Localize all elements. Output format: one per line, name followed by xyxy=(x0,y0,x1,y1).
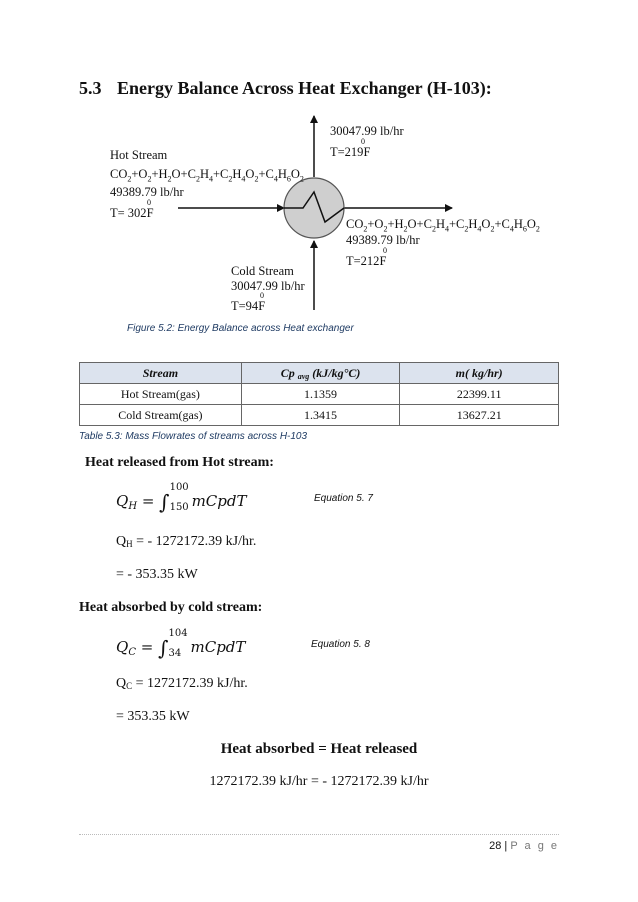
cell-mass: 22399.11 xyxy=(400,384,559,405)
conclusion-equality: 1272172.39 kJ/hr = - 1272172.39 kJ/hr xyxy=(209,774,429,789)
hot-equation-label: Equation 5. 7 xyxy=(314,493,373,504)
cell-stream: Cold Stream(gas) xyxy=(80,405,242,426)
mass-flowrate-table xyxy=(79,362,559,426)
hot-out-flow: 49389.79 lb/hr xyxy=(346,233,420,247)
cold-heading: Heat absorbed by cold stream: xyxy=(79,600,263,615)
hot-q-value: QH = - 1272172.39 kJ/hr. xyxy=(116,534,257,549)
cold-out-flow: 30047.99 lb/hr xyxy=(330,124,404,138)
hot-out-temp: T=212 0 F xyxy=(346,246,387,268)
conclusion-heading: Heat absorbed = Heat released xyxy=(220,741,418,757)
header-mass: m( kg/hr) xyxy=(400,363,559,384)
table-row xyxy=(80,384,559,405)
header-stream: Stream xyxy=(80,363,242,384)
cell-mass: 13627.21 xyxy=(400,405,559,426)
cold-in-label: Cold Stream xyxy=(231,264,294,278)
cold-in-flow: 30047.99 lb/hr xyxy=(231,279,305,293)
section-number: 5.3 xyxy=(79,78,102,98)
footer-divider xyxy=(79,834,559,835)
cold-equation-label: Equation 5. 8 xyxy=(311,639,370,650)
cell-cp: 1.3415 xyxy=(241,405,400,426)
page-footer: 28 | P a g e xyxy=(489,840,559,852)
table-header-row xyxy=(80,363,559,384)
hot-in-flow: 49389.79 lb/hr xyxy=(110,185,184,199)
hot-in-temp: T= 302 0 F xyxy=(110,198,154,220)
hot-heading: Heat released from Hot stream: xyxy=(85,455,274,470)
page-number: 28 xyxy=(489,840,502,852)
hot-in-composition: $CO_2+O_2+H_2O+C_2H_4+C_2H_4O_2+C_4H_6O_2$ xyxy=(110,167,304,184)
cell-cp: 1.1359 xyxy=(241,384,400,405)
cell-stream: Hot Stream(gas) xyxy=(80,384,242,405)
cold-out-temp: T=219 0 F xyxy=(330,137,371,159)
table-caption: Table 5.3: Mass Flowrates of streams across H-103 xyxy=(79,431,308,442)
diagram-lines xyxy=(0,0,638,330)
figure-caption: Figure 5.2: Energy Balance across Heat exchanger xyxy=(127,323,354,334)
header-cp: Cp avg (kJ/kg°C) xyxy=(241,363,400,384)
section-title: Energy Balance Across Heat Exchanger (H-103): xyxy=(117,78,492,98)
hot-equation: $Q_H$ = ∫ 100 150 mCpdT xyxy=(116,482,247,514)
cold-q-value: QC = 1272172.39 kJ/hr. xyxy=(116,676,248,691)
table-row xyxy=(80,405,559,426)
hot-kw-value: = - 353.35 kW xyxy=(116,567,198,582)
page-word: P a g e xyxy=(510,840,559,852)
cold-in-temp: T=94 0 F xyxy=(231,291,266,313)
hot-in-label: Hot Stream xyxy=(110,148,168,162)
cold-kw-value: = 353.35 kW xyxy=(116,709,190,724)
cold-equation: $Q_C$ = ∫ 104 34 mCpdT xyxy=(116,628,246,660)
hot-out-composition: $CO_2+O_2+H_2O+C_2H_4+C_2H_4O_2+C_4H_6O_2$ xyxy=(346,217,540,234)
